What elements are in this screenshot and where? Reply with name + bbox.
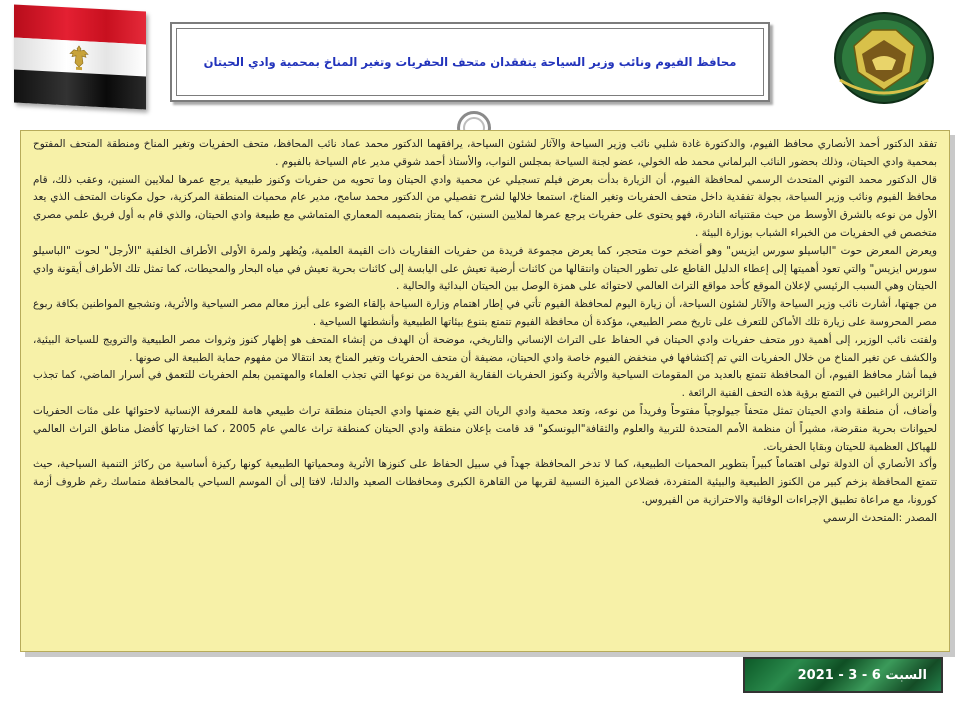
- article-paragraph: وأكد الأنصاري أن الدولة تولى اهتماماً كبيراً بتطوير المحميات الطبيعية، كما لا تدخر المحافظة جهداً في سبيل الحفاظ على كنوزها الأثرية ومحمياتها الطبيعية كونها ركيزة أساسية من ركائز التنمية السياحية، حيث تتمتع المحافظة بزخم كبير من الكنوز الطبيعية والبيئية المتفردة، فضلاعن الميزة النسبية لقربها من القاهرة الكبرى ومحافظات الصعيد والدلتا، لافتا إلى أن الموسم السياحي بالمحافظة متماسك رغم ظروف أزمة كورونا، مع مراعاة تطبيق الإجراءات الوقائية والاحترازية من الفيروس.: [33, 458, 937, 506]
- article-paragraph: ولفتت نائب الوزير، إلى أهمية دور متحف حفريات وادي الحيتان في الحفاظ على التراث الإنساني والتاريخي، موضحة أن الهدف من إنشاء المتحف هو إظهار كنوز وثروات مصر الطبيعية والترويج للسياحة البيئية، والكشف عن تغير المناخ من خلال الحفريات التي تم إكتشافها في منخفض الفيوم خاصة وادي الحيتان، مضيفة أن متحف الحفريات وتغير المناخ يعد انتقالا من مفهوم حماية الطبيعة الى صونها .: [33, 333, 937, 364]
- article-paragraph: ويعرض المعرض حوت "الباسيلو سورس ايزيس" وهو أضخم حوت متحجر، كما يعرض مجموعة فريدة من حفريات الفقاريات ذات القيمة العلمية، ويُظهر ولمرة الأولى الأطراف الخلفية "الأرجل" لحوت "الباسيلو سورس ايزيس" والتي تعود أهميتها إلى إعطاء الدليل القاطع على تطور الحيتان وانتقالها من كائنات أرضية تعيش على اليابسة إلى كائنات بحرية تعيش في مياه البحار والمحيطات، كما تمثل تلك الأطراف أيقونة وادي الحيتان وهي السبب الرئيسي لإعلان الموقع كأحد مواقع التراث العالمي لاحتوائه على همزة الوصل بين الحيتان البدائية والحالية .: [33, 244, 937, 293]
- egypt-flag-icon: [14, 5, 146, 110]
- eagle-emblem-icon: [68, 44, 90, 71]
- article-source: المصدر :المتحدث الرسمي: [823, 511, 937, 524]
- date-box: [743, 657, 943, 693]
- article-paragraph: فيما أشار محافظ الفيوم، أن المحافظة تتمتع بالعديد من المقومات السياحية والأثرية وكنوز الحفريات الفقارية الفريدة من نوعها التي تجذب العلماء والمهتمين بعلم الحفريات للتعمق في أسرار الماضي، كما تجذب الزائرين الراغبين في التمتع برؤية هذه التحف الفنية الرائعة .: [33, 369, 937, 400]
- governorate-logo-icon: [832, 10, 936, 106]
- article-paragraph: قال الدكتور محمد التوني المتحدث الرسمي لمحافظة الفيوم، أن الزيارة بدأت بعرض فيلم تسجيلي عن محمية وادي الحيتان وما تحويه من حفريات وكنوز طبيعية يرجع عمرها لملايين السنين، وعقب ذلك، قام محافظ الفيوم ونائب وزير السياحة، بجولة تفقدية داخل متحف الحفريات وتغير المناخ، استمعا خلالها لشرح تفصيلي من الدكتور محمد سامح، مدير عام محميات المنطقة المركزية، حول مكونات المتحف الذي يعد الأول من نوعه بالشرق الأوسط من حيث مقتنياته النادرة، فهو يحتوى على حفريات يرجع عمرها لملايين السنين، كما يمتاز بتصميمه المعماري المتماشي مع طبيعة وادي الحيتان، والذي قام به أول فريق علمي مصري متخصص في الحفريات من الخبراء الشباب بوزارة البيئة .: [33, 173, 937, 239]
- headline-title: محافظ الفيوم ونائب وزير السياحة يتفقدان متحف الحفريات وتغير المناخ بمحمية وادي الحيتان: [203, 55, 737, 69]
- headline-box: [170, 22, 770, 102]
- article-panel: [20, 130, 950, 652]
- article-paragraph: من جهتها، أشارت نائب وزير السياحة والآثار لشئون السياحة، أن زيارة اليوم لمحافظة الفيوم تأتي في إطار اهتمام وزارة السياحة بإلقاء الضوء على أبرز معالم مصر السياحية والأثرية، وتشجيع المواطنين بكافة ربوع مصر المحروسة على زيارة تلك الأماكن للتعرف على تاريخ مصر الطبيعي، مؤكدة أن محافظة الفيوم تتمتع بتنوع بيئاتها الطبيعية وأنشطتها السياحية .: [33, 298, 937, 328]
- article-paragraph: وأضاف، أن منطقة وادي الحيتان تمثل متحفاً جيولوجياً مفتوحاً وفريداً من نوعه، وتعد محمية وادي الريان التي يقع ضمنها وادي الحيتان منطقة تراث طبيعي هامة للمعرفة الإنسانية لاحتوائها على مئات الحفريات لحيوانات بحرية منقرضة، مشيراً أن منظمة الأمم المتحدة للتربية والعلوم والثقافة"اليونسكو" قد قامت بإعلان منطقة وادي الحيتان كمنطقة تراث عالمي عام 2005 ، كما اختارتها كأفضل مناطق التراث العالمي للهياكل العظمية للحيتان وبقايا الحفريات.: [33, 404, 937, 453]
- date-label: السبت 6 - 3 - 2021: [797, 667, 927, 683]
- article-paragraph: تفقد الدكتور أحمد الأنصاري محافظ الفيوم، والدكتورة غادة شلبي نائب وزير السياحة والآثار لشئون السياحة، يرافقهما الدكتور محمد عماد نائب المحافظ، متحف الحفريات وتغير المناخ ومنطقة المتحف المفتوح بمحمية وادي الحيتان، وذلك بحضور النائب البرلماني محمد طه الخولي، عضو لجنة السياحة بمجلس النواب، والأستاذ أحمد شوقي مدير عام السياحة بالفيوم .: [33, 138, 937, 168]
- article-body: [33, 136, 937, 528]
